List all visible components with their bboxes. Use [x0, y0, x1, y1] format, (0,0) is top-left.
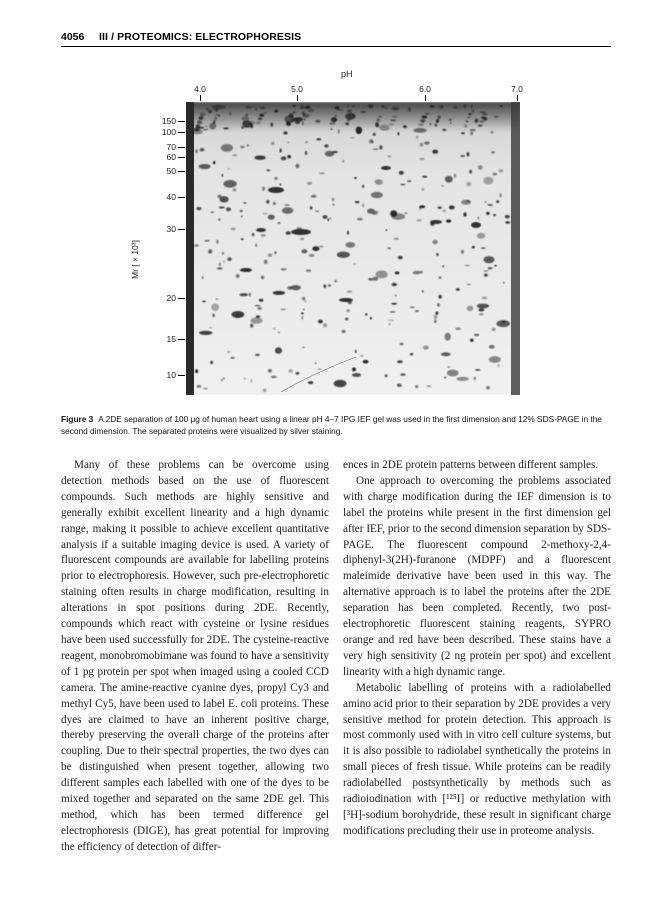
page-number: 4056 — [61, 31, 85, 43]
paragraph: ences in 2DE protein patterns between different samples. — [343, 459, 599, 471]
mw-tick-label: 70 — [166, 142, 176, 152]
mw-tick-mark — [178, 171, 185, 172]
mw-tick-mark — [178, 298, 185, 299]
ph-tick-mark — [517, 95, 518, 101]
ph-tick-label: 5.0 — [291, 84, 303, 94]
ph-tick-mark — [200, 95, 201, 101]
mw-tick-label: 100 — [161, 127, 176, 137]
mw-tick-label: 30 — [166, 224, 176, 234]
mw-tick-mark — [178, 197, 185, 198]
mw-tick-label: 60 — [166, 152, 176, 162]
caption-label: Figure 3 — [61, 414, 94, 424]
mw-tick-mark — [178, 121, 185, 122]
ph-tick-mark — [297, 95, 298, 101]
ph-tick-label: 7.0 — [511, 84, 523, 94]
mw-axis-title: Mr [ × 10³] — [130, 240, 140, 279]
caption-text: A 2DE separation of 100 μg of human heart using a linear pH 4–7 IPG IEF gel was used in the first dimension and 12% SDS-PAGE in the second dimension. The separated proteins were visualized by silver staining. — [61, 414, 602, 436]
figure-3 — [0, 0, 668, 400]
mw-tick-label: 15 — [166, 334, 176, 344]
mw-tick-label: 10 — [166, 370, 176, 380]
ph-tick-label: 6.0 — [419, 84, 431, 94]
mw-tick-label: 40 — [166, 192, 176, 202]
mw-tick-mark — [178, 157, 185, 158]
left-column — [61, 458, 329, 856]
mw-tick-mark — [178, 375, 185, 376]
paragraph: Metabolic labelling of proteins with a radiolabelled amino acid prior to their separation by 2DE provides a very sensitive method for protein detection. This approach is most commonly used with in vitro cell culture systems, but it is also possible to radiolabel synthetically the proteins in small pieces of fresh tissue. While proteins can be readily radiolabelled postsynthetically by methods such as radioiodination with [¹²⁵I] or reductive methylation with [³H]-sodium borohydride, these result in significant charge modifications precluding their use in proteome analysis. — [343, 681, 611, 837]
section-title: III / PROTEOMICS: ELECTROPHORESIS — [99, 31, 302, 43]
mw-tick-mark — [178, 147, 185, 148]
ph-axis-title: pH — [341, 69, 353, 79]
mw-tick-label: 20 — [166, 293, 176, 303]
mw-tick-mark — [178, 132, 185, 133]
mw-tick-label: 50 — [166, 166, 176, 176]
right-column — [343, 458, 611, 840]
ph-tick-label: 4.0 — [194, 84, 206, 94]
paragraph: One approach to overcoming the problems associated with charge modification during the IEF dimension is to label the proteins while present in the first dimension gel after IEF, prior to the second dimension separation by SDS-PAGE. The fluorescent compound 2-methoxy-2,4-diphenyl-3(2H)-furanone (MDPF) and a fluorescent maleimide derivative have been used in this way. The alternative approach is to label the proteins after the 2DE separation has been completed. Recently, two post-electrophoretic fluorescent staining reagents, SYPRO orange and red have been described. These stains have a very high sensitivity (2 ng protein per spot) and excellent linearity with a high dynamic range. — [343, 474, 611, 678]
figure-caption — [61, 413, 613, 437]
mw-tick-mark — [178, 229, 185, 230]
gel-image — [186, 102, 520, 395]
mw-tick-label: 150 — [161, 116, 176, 126]
ph-tick-mark — [425, 95, 426, 101]
paragraph: Many of these problems can be overcome using detection methods based on the use of fluorescent compounds. Such methods are highly sensitive and generally exhibit excellent linearity and a high dynamic range, making it possible to achieve excellent quantitative analysis if a suitable imaging device is used. A variety of fluorescent compounds are available for labelling proteins prior to electrophoresis. However, such pre-electrophoretic staining often results in charge modification, resulting in alterations in spot positions during 2DE. Recently, compounds which react with cysteine or lysine residues have been used successfully for 2DE. The cysteine-reactive reagent, monobromobimane was found to have a sensitivity of 1 pg protein per spot when imaged using a cooled CCD camera. The amine-reactive cyanine dyes, propyl Cy3 and methyl Cy5, have been used to label E. coli proteins. These dyes are claimed to have an inherent positive charge, thereby preserving the overall charge of the proteins after coupling. Due to their spectral properties, the two dyes can be distinguished when present together, allowing two different samples each labelled with one of the dyes to be mixed together and separated on the same 2DE gel. This method, which has been termed difference gel electrophoresis (DIGE), has great potential for improving the efficiency of detection of differ- — [61, 459, 329, 853]
mw-tick-mark — [178, 339, 185, 340]
